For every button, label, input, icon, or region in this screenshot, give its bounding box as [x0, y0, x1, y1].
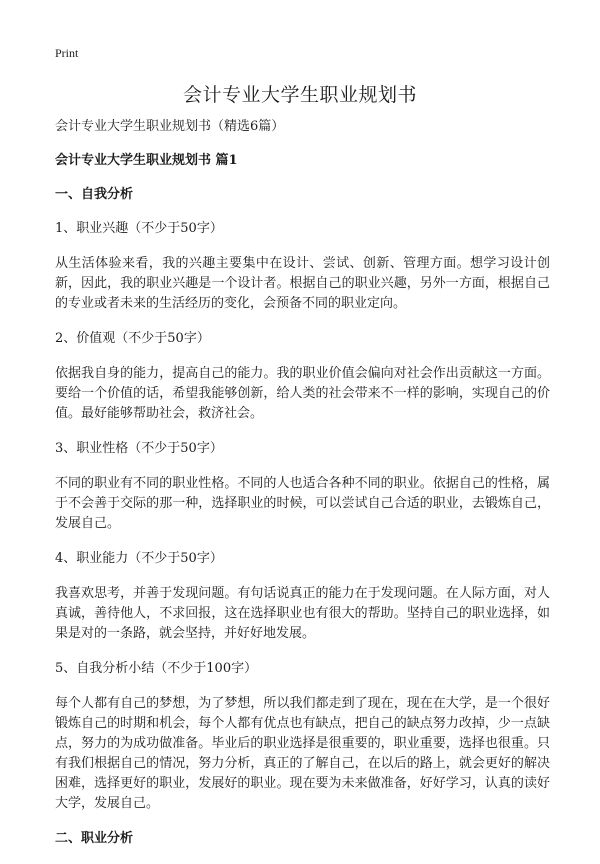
paragraph-summary: 每个人都有自己的梦想，为了梦想，所以我们都走到了现在，现在在大学，是一个很好锻炼自己的时期和机会，每个人都有优点也有缺点，把自己的缺点努力改掉，少一点缺点，努力的为成功做准备。毕业后的职业选择是很重要的，职业重要，选择也很重。只有我们根据自己的情况，努力分析，真正的了解自己，在以后的路上，就会更好的解决困难，选择更好的职业，发展好的职业。现在要为未来做准备，好好学习，认真的读好大学，发展自己。	[55, 696, 550, 811]
item-heading-interest: 1、职业兴趣（不少于50字）	[55, 221, 223, 236]
paragraph-values: 依据我自身的能力，提高自己的能力。我的职业价值会偏向对社会作出贡献这一方面。要给一个价值的话，希望我能够创新，给人类的社会带来不一样的影响，实现自己的价值。最好能够帮助社会，救济社会。	[55, 366, 550, 421]
article-heading: 会计专业大学生职业规划书 篇1	[55, 153, 238, 168]
item-heading-ability: 4、职业能力（不少于50字）	[55, 551, 223, 566]
item-heading-personality: 3、职业性格（不少于50字）	[55, 441, 223, 456]
paragraph-ability: 我喜欢思考，并善于发现问题。有句话说真正的能力在于发现问题。在人际方面，对人真诚，善待他人，不求回报，这在选择职业也有很大的帮助。坚持自己的职业选择，如果是对的一条路，就会坚持，并好好地发展。	[55, 586, 550, 641]
item-heading-values: 2、价值观（不少于50字）	[55, 331, 210, 346]
section-heading-career-analysis: 二、职业分析	[55, 831, 134, 846]
paragraph-interest: 从生活体验来看，我的兴趣主要集中在设计、尝试、创新、管理方面。想学习设计创新，因此，我的职业兴趣是一个设计者。根据自己的职业兴趣，另外一方面，根据自己的专业或者未来的生活经历的变化，会预备不同的职业定向。	[55, 256, 550, 311]
section-heading-self-analysis: 一、自我分析	[55, 187, 134, 202]
item-heading-summary: 5、自我分析小结（不少于100字）	[55, 661, 258, 676]
document-body	[55, 118, 550, 864]
document-subtitle: 会计专业大学生职业规划书（精选6篇）	[55, 119, 285, 134]
paragraph-personality: 不同的职业有不同的职业性格。不同的人也适合各种不同的职业。依据自己的性格，属于不会善于交际的那一种，选择职业的时候，可以尝试自己合适的职业，去锻炼自己，发展自己。	[55, 476, 550, 531]
document-title: 会计专业大学生职业规划书	[182, 84, 417, 106]
print-label: Print	[55, 46, 79, 60]
